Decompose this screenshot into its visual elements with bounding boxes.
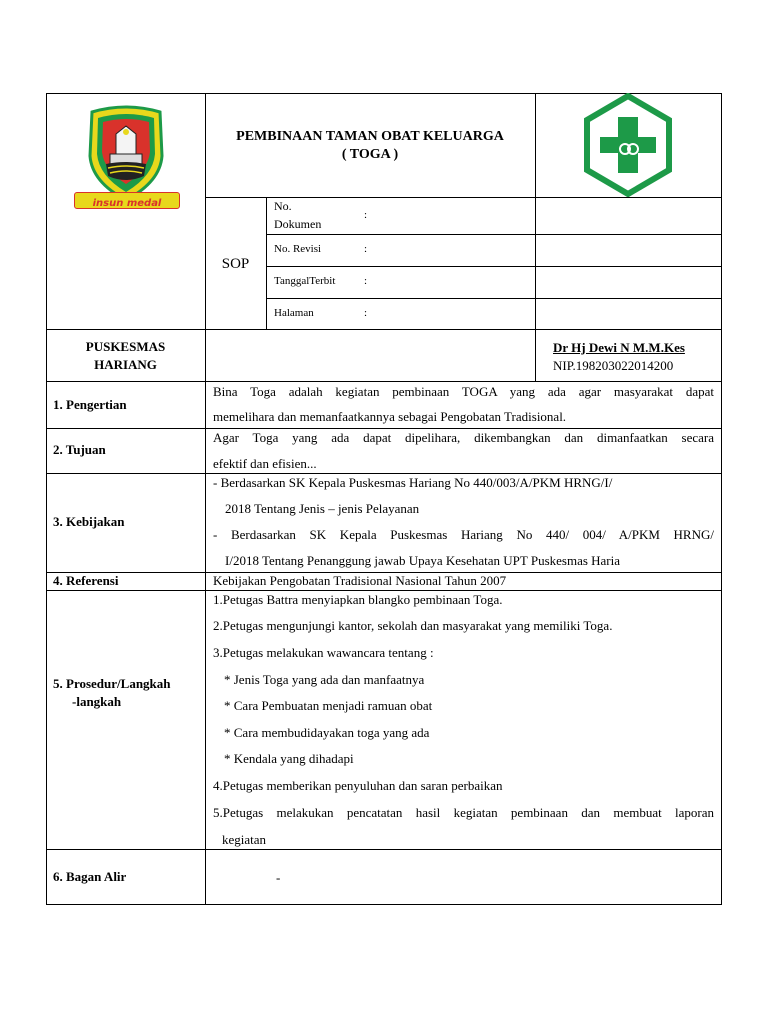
document-title-line2: ( TOGA ): [341, 147, 399, 162]
crest-banner-text: insun medal: [92, 198, 162, 209]
field-halaman-colon: :: [364, 307, 368, 319]
signer-nip: NIP.198203022014200: [553, 358, 674, 373]
field-tanggal-terbit-colon: :: [364, 275, 368, 287]
field-no-revisi-colon: :: [364, 243, 368, 255]
field-no-revisi-label: No. Revisi: [274, 243, 322, 255]
signer-name: Dr Hj Dewi N M.M.Kes: [553, 340, 685, 355]
section-label-tujuan: 2. Tujuan: [53, 442, 106, 457]
document-title-line1: PEMBINAAN TAMAN OBAT KELUARGA: [236, 129, 504, 144]
field-halaman-label: Halaman: [274, 307, 314, 319]
prosedur-sub-1: * Jenis Toga yang ada dan manfaatnya: [224, 672, 425, 687]
section-label-pengertian: 1. Pengertian: [53, 397, 127, 412]
prosedur-step-5-line2: kegiatan: [222, 832, 267, 847]
field-no-dokumen-label-line2: Dokumen: [274, 217, 322, 231]
tujuan-text-line2: efektif dan efisien...: [213, 456, 317, 471]
kebijakan-text-line1: - Berdasarkan SK Kepala Puskesmas Hariang No 440/003/A/PKM HRNG/I/: [213, 475, 613, 490]
section-label-referensi: 4. Referensi: [53, 573, 119, 588]
prosedur-sub-2: * Cara Pembuatan menjadi ramuan obat: [224, 698, 433, 713]
prosedur-step-1: 1.Petugas Battra menyiapkan blangko pembinaan Toga.: [213, 592, 503, 607]
org-name-line2: HARIANG: [94, 357, 157, 372]
pengertian-text-line2: memelihara dan memanfaatkannya sebagai Pengobatan Tradisional.: [213, 409, 567, 424]
org-name-line1: PUSKESMAS: [85, 339, 166, 354]
regency-crest-logo: [70, 104, 182, 210]
prosedur-sub-4: * Kendala yang dihadapi: [224, 751, 354, 766]
section-label-prosedur-line2: -langkah: [72, 694, 122, 709]
crest-banner: [74, 192, 180, 209]
prosedur-sub-3: * Cara membudidayakan toga yang ada: [224, 725, 430, 740]
kebijakan-text-line2: 2018 Tentang Jenis – jenis Pelayanan: [225, 501, 420, 516]
puskesmas-cross-logo-icon: [582, 93, 674, 197]
pengertian-text-line1: Bina Toga adalah kegiatan pembinaan TOGA yang ada agar masyarakat dapat: [213, 384, 714, 399]
referensi-text: Kebijakan Pengobatan Tradisional Nasional Tahun 2007: [213, 573, 507, 588]
field-tanggal-terbit-label: TanggalTerbit: [274, 275, 336, 287]
prosedur-step-4: 4.Petugas memberikan penyuluhan dan saran perbaikan: [213, 778, 503, 793]
sop-label: SOP: [221, 256, 250, 272]
section-label-kebijakan: 3. Kebijakan: [53, 514, 125, 529]
prosedur-step-2: 2.Petugas mengunjungi kantor, sekolah dan masyarakat yang memiliki Toga.: [213, 618, 613, 633]
kebijakan-text-line4: I/2018 Tentang Penanggung jawab Upaya Kesehatan UPT Puskesmas Haria: [225, 553, 621, 568]
field-no-dokumen-label-line1: No.: [274, 199, 292, 213]
section-label-prosedur-line1: 5. Prosedur/Langkah: [53, 676, 171, 691]
prosedur-step-5-line1: 5.Petugas melakukan pencatatan hasil kegiatan pembinaan dan membuat laporan: [213, 805, 714, 820]
bagan-alir-value: -: [276, 870, 281, 885]
puskesmas-logo: [582, 93, 674, 197]
field-no-dokumen-colon: :: [364, 209, 368, 221]
tujuan-text-line1: Agar Toga yang ada dapat dipelihara, dikembangkan dan dimanfaatkan secara: [213, 430, 714, 445]
kebijakan-text-line3: - Berdasarkan SK Kepala Puskesmas Hariang No 440/ 004/ A/PKM HRNG/: [213, 527, 714, 542]
section-label-bagan-alir: 6. Bagan Alir: [53, 869, 127, 884]
prosedur-step-3: 3.Petugas melakukan wawancara tentang :: [213, 645, 434, 660]
